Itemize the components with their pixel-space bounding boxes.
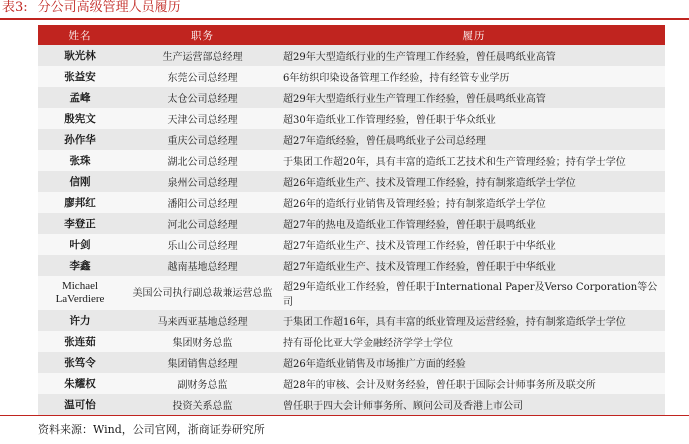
executives-table <box>38 25 665 415</box>
header-name: 姓名 <box>38 25 122 45</box>
cell-resume: 于集团工作超20年，具有丰富的造纸工艺技术和生产管理经验；持有学士学位 <box>283 150 665 171</box>
cell-resume: 超28年的审核、会计及财务经验，曾任职于国际会计师事务所及联交所 <box>283 373 665 394</box>
cell-name: 廖邦红 <box>38 192 122 213</box>
table-row <box>38 87 665 108</box>
cell-position: 马来西亚基地总经理 <box>122 310 283 331</box>
cell-resume: 超27年造纸业生产、技术及管理工作经验，曾任职于中华纸业 <box>283 234 665 255</box>
header-position: 职务 <box>122 25 283 45</box>
table-row <box>38 150 665 171</box>
table-row <box>38 310 665 331</box>
cell-position: 集团销售总经理 <box>122 352 283 373</box>
cell-resume: 超27年的热电及造纸业工作管理经验，曾任职于晨鸣纸业 <box>283 213 665 234</box>
cell-resume: 超27年造纸经验，曾任晨鸣纸业子公司总经理 <box>283 129 665 150</box>
table-row <box>38 213 665 234</box>
footer-rule <box>0 415 689 416</box>
table-row <box>38 373 665 394</box>
header-resume: 履历 <box>283 25 665 45</box>
table-number: 表3: <box>2 0 28 15</box>
cell-position: 泉州公司总经理 <box>122 171 283 192</box>
cell-resume: 超26年造纸业生产、技术及管理工作经验，持有制浆造纸学士学位 <box>283 171 665 192</box>
table-row <box>38 129 665 150</box>
cell-position: 天津公司总经理 <box>122 108 283 129</box>
table-row <box>38 66 665 87</box>
cell-resume: 于集团工作超16年，具有丰富的纸业管理及运营经验，持有制浆造纸学士学位 <box>283 310 665 331</box>
table-body <box>38 45 665 415</box>
cell-position: 生产运营部总经理 <box>122 45 283 66</box>
cell-name: Michael LaVerdiere <box>38 276 122 310</box>
cell-resume: 超27年造纸业生产、技术及管理工作经验，曾任职于中华纸业 <box>283 255 665 276</box>
table-row <box>38 255 665 276</box>
cell-name: 许力 <box>38 310 122 331</box>
cell-name: 温可怡 <box>38 394 122 415</box>
table-row <box>38 108 665 129</box>
cell-position: 湖北公司总经理 <box>122 150 283 171</box>
table-row <box>38 352 665 373</box>
cell-position: 副财务总监 <box>122 373 283 394</box>
cell-position: 乐山公司总经理 <box>122 234 283 255</box>
cell-name: 孙作华 <box>38 129 122 150</box>
table-title: 分公司高级管理人员履历 <box>37 0 181 15</box>
cell-name: 李登正 <box>38 213 122 234</box>
table-row <box>38 45 665 66</box>
cell-name: 叶剑 <box>38 234 122 255</box>
table-caption <box>2 0 181 16</box>
table-row <box>38 394 665 415</box>
cell-position: 越南基地总经理 <box>122 255 283 276</box>
cell-name: 张益安 <box>38 66 122 87</box>
cell-position: 河北公司总经理 <box>122 213 283 234</box>
cell-name: 朱耀权 <box>38 373 122 394</box>
cell-resume: 超30年造纸业工作管理经验，曾任职于华众纸业 <box>283 108 665 129</box>
cell-name: 孟峰 <box>38 87 122 108</box>
cell-name: 殷宪文 <box>38 108 122 129</box>
cell-resume: 超29年大型造纸行业生产管理工作经验，曾任晨鸣纸业高管 <box>283 87 665 108</box>
cell-resume: 持有哥伦比亚大学金融经济学学士学位 <box>283 331 665 352</box>
cell-position: 美国公司执行副总裁兼运营总监 <box>122 276 283 310</box>
cell-resume: 超29年造纸业工作经验，曾任职于International Paper及Verso Corporation等公司 <box>283 276 665 310</box>
table-row <box>38 192 665 213</box>
caption-rule <box>0 18 689 20</box>
cell-name: 张笃令 <box>38 352 122 373</box>
cell-name: 信刚 <box>38 171 122 192</box>
cell-resume: 超29年大型造纸行业的生产管理工作经验，曾任晨鸣纸业高管 <box>283 45 665 66</box>
cell-position: 东莞公司总经理 <box>122 66 283 87</box>
cell-name: 耿光林 <box>38 45 122 66</box>
table-row <box>38 171 665 192</box>
cell-resume: 超26年的造纸行业销售及管理经验；持有制浆造纸学士学位 <box>283 192 665 213</box>
cell-name: 李鑫 <box>38 255 122 276</box>
table-row <box>38 276 665 310</box>
cell-resume: 曾任职于四大会计师事务所、顾问公司及香港上市公司 <box>283 394 665 415</box>
cell-resume: 6年纺织印染设备管理工作经验，持有经管专业学历 <box>283 66 665 87</box>
table-header-row <box>38 25 665 45</box>
cell-position: 集团财务总监 <box>122 331 283 352</box>
cell-position: 重庆公司总经理 <box>122 129 283 150</box>
cell-position: 投资关系总监 <box>122 394 283 415</box>
cell-name: 张连茹 <box>38 331 122 352</box>
cell-position: 潘阳公司总经理 <box>122 192 283 213</box>
cell-position: 太仓公司总经理 <box>122 87 283 108</box>
cell-resume: 超26年造纸业销售及市场推广方面的经验 <box>283 352 665 373</box>
table-row <box>38 234 665 255</box>
table-row <box>38 331 665 352</box>
cell-name: 张珠 <box>38 150 122 171</box>
source-note: 资料来源：Wind，公司官网，浙商证券研究所 <box>38 423 265 436</box>
